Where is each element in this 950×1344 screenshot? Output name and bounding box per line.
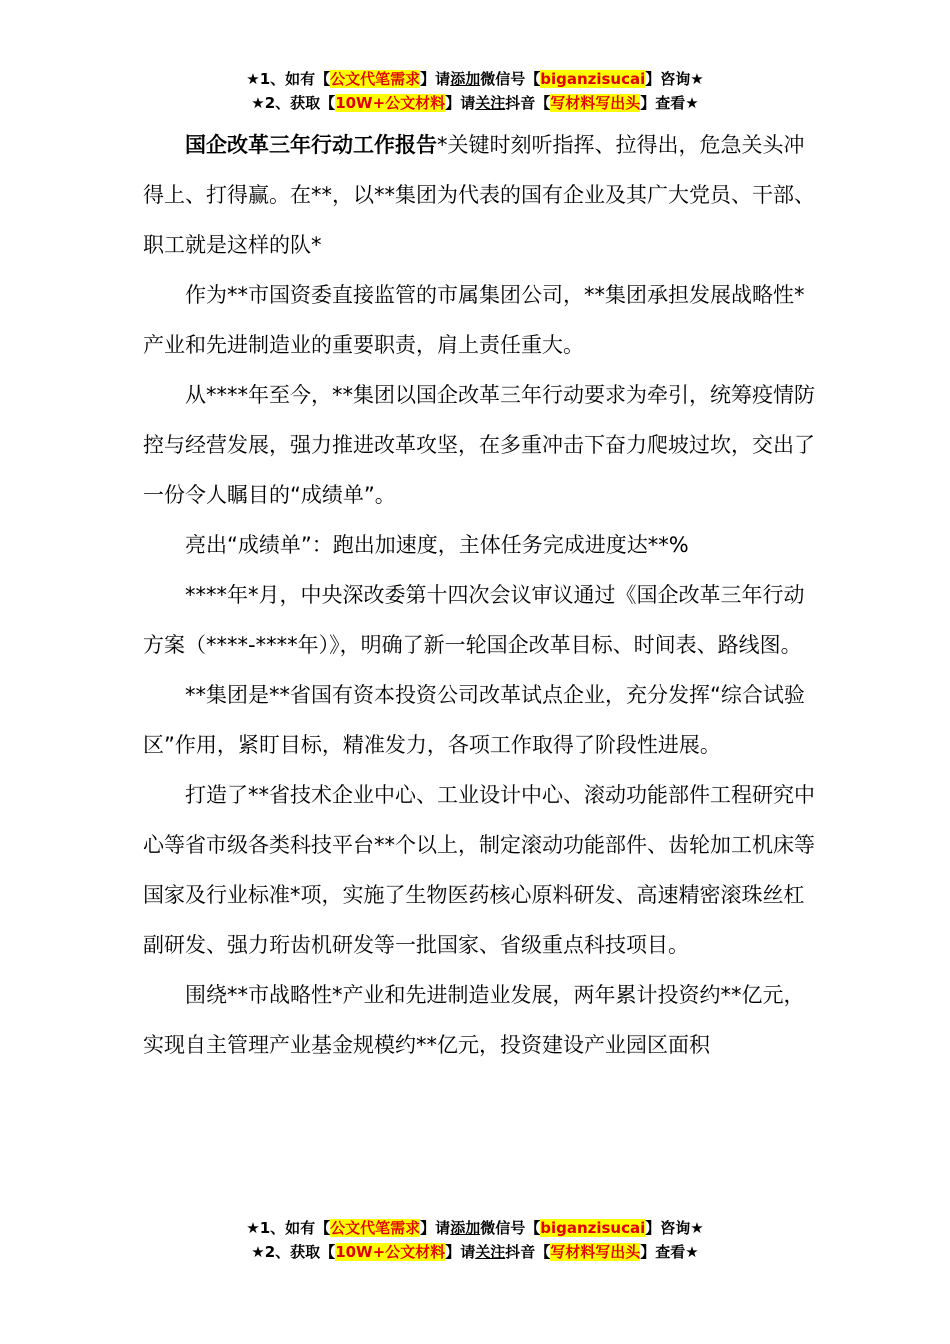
banner-highlight: 10W+公文材料 (335, 94, 446, 112)
banner-text: ★1、如有【 (246, 1219, 331, 1237)
document-title: 国企改革三年行动工作报告 (185, 133, 437, 157)
banner-text: ★1、如有【 (246, 70, 331, 88)
banner-text: 抖音【 (505, 1243, 551, 1261)
banner-highlight: 写材料写出头 (550, 1243, 641, 1261)
paragraph: 打造了**省技术企业中心、工业设计中心、滚动功能部件工程研究中心等省市级各类科技平台**个以上，制定滚动功能部件、齿轮加工机床等国家及行业标准*项，实施了生物医药核心原料研发、高速精密滚珠丝杠副研发、强力珩齿机研发等一批国家、省级重点科技项目。 (143, 783, 815, 957)
banner-text: 】请 (420, 70, 451, 88)
banner-text: 】查看★ (640, 94, 699, 112)
banner-underline: 关注 (475, 1243, 506, 1261)
paragraph: 作为**市国资委直接监管的市属集团公司，**集团承担发展战略性*产业和先进制造业的重要职责，肩上责任重大。 (143, 283, 805, 357)
banner-text: 微信号【 (480, 1219, 541, 1237)
document-body (143, 120, 815, 1070)
banner-line-2 (0, 91, 950, 115)
banner-highlight: biganzisucai (540, 1219, 646, 1237)
banner-highlight: 写材料写出头 (550, 94, 641, 112)
banner-highlight: 10W+公文材料 (335, 1243, 446, 1261)
banner-text: 微信号【 (480, 70, 541, 88)
footer-banner (0, 1216, 950, 1264)
paragraph-text: *关键时刻听指挥、拉得出，危急关头冲得上、打得赢。在**，以**集团为代表的国有企业及其广大党员、干部、职工就是这样的队* (143, 133, 815, 257)
paragraph: 从****年至今，**集团以国企改革三年行动要求为牵引，统筹疫情防控与经营发展，强力推进改革攻坚，在多重冲击下奋力爬坡过坎，交出了一份令人瞩目的“成绩单”。 (143, 383, 815, 507)
banner-text: ★2、获取【 (251, 1243, 336, 1261)
banner-highlight: 公文代笔需求 (330, 1219, 421, 1237)
banner-text: 】请 (420, 1219, 451, 1237)
first-paragraph (143, 120, 815, 270)
banner-underline: 关注 (475, 94, 506, 112)
banner-underline: 添加 (450, 70, 481, 88)
paragraph: 围绕**市战略性*产业和先进制造业发展，两年累计投资约**亿元，实现自主管理产业基金规模约**亿元，投资建设产业园区面积 (143, 983, 805, 1057)
banner-text: 抖音【 (505, 94, 551, 112)
banner-highlight: 公文代笔需求 (330, 70, 421, 88)
banner-text: 】请 (445, 1243, 476, 1261)
banner-line-1 (0, 1216, 950, 1240)
banner-line-2 (0, 1240, 950, 1264)
paragraph: **集团是**省国有资本投资公司改革试点企业，充分发挥“综合试验区”作用，紧盯目标，精准发力，各项工作取得了阶段性进展。 (143, 683, 805, 757)
paragraph: 亮出“成绩单”：跑出加速度，主体任务完成进度达**% (185, 533, 689, 557)
banner-line-1 (0, 67, 950, 91)
banner-text: 】咨询★ (645, 70, 704, 88)
banner-highlight: biganzisucai (540, 70, 646, 88)
banner-text: 】请 (445, 94, 476, 112)
banner-text: ★2、获取【 (251, 94, 336, 112)
banner-text: 】咨询★ (645, 1219, 704, 1237)
banner-underline: 添加 (450, 1219, 481, 1237)
banner-text: 】查看★ (640, 1243, 699, 1261)
header-banner (0, 67, 950, 115)
paragraph: ****年*月，中央深改委第十四次会议审议通过《国企改革三年行动方案（****-****年）》，明确了新一轮国企改革目标、时间表、路线图。 (143, 583, 805, 657)
